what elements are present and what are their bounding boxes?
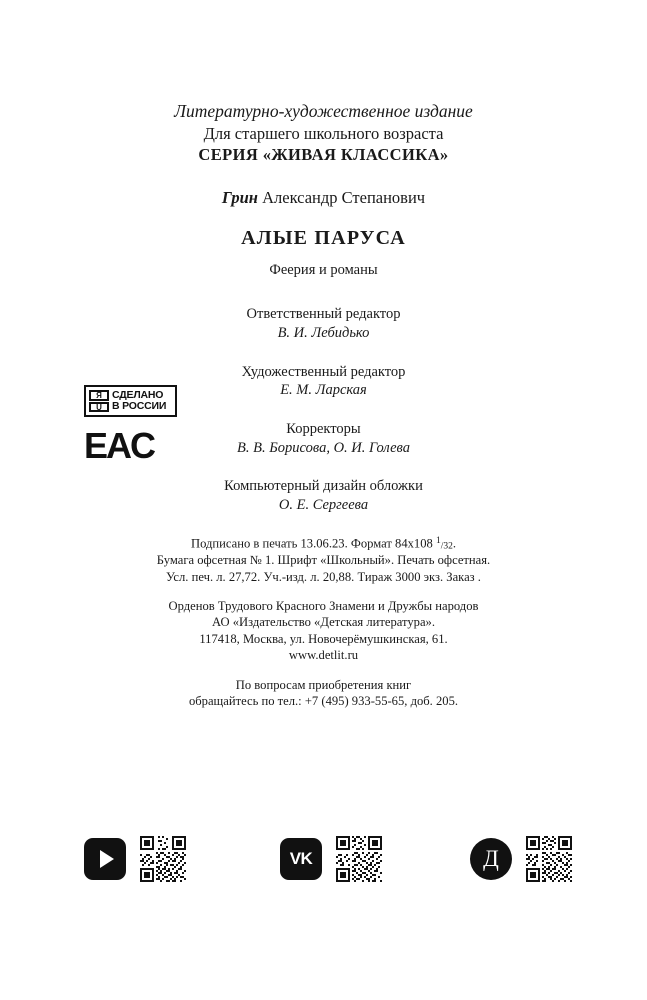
imprint-line-1-text: Подписано в печать 13.06.23. Формат 84х108 xyxy=(190,535,436,550)
play-triangle-icon xyxy=(100,850,114,868)
qr-code-vk[interactable] xyxy=(336,836,382,882)
vk-label: VK xyxy=(289,849,313,868)
credit-role: Компьютерный дизайн обложки xyxy=(224,477,423,494)
book-subtitle: Феерия и романы xyxy=(269,262,378,279)
credit-name: О. Е. Сергеева xyxy=(278,496,369,513)
author-surname: Грин xyxy=(221,187,258,207)
contact-line-1: По вопросам приобретения книг xyxy=(235,677,412,692)
imprint-line-1 xyxy=(0,535,647,553)
imprint-block xyxy=(0,535,647,585)
mark-letter-top: Я xyxy=(89,390,109,401)
credit-entry-1 xyxy=(0,305,647,343)
social-group-vk xyxy=(280,836,382,882)
eac-conformity-icon: ЕAC xyxy=(84,425,155,466)
russia-quality-mark-icon xyxy=(89,390,109,412)
credit-role: Корректоры xyxy=(286,421,361,438)
made-in-russia-text xyxy=(112,390,166,413)
contact-phone: обращайтесь по тел.: +7 (495) 933-55-65, доб. 205. xyxy=(188,693,459,708)
credit-name: В. В. Борисова, О. И. Голева xyxy=(237,440,410,457)
publisher-line-1: Орденов Трудового Красного Знамени и Дружбы народов xyxy=(168,599,479,614)
author-name xyxy=(0,187,647,208)
qr-code-detlit[interactable] xyxy=(526,836,572,882)
detlit-logo-letter: Д xyxy=(483,846,499,871)
made-in-russia-line-2: В РОССИИ xyxy=(112,400,167,412)
made-in-russia-badge xyxy=(84,385,177,417)
made-in-russia-line-1: СДЕЛАНО xyxy=(112,388,164,401)
social-group-detlit xyxy=(470,836,572,882)
format-fraction-denominator: /32 xyxy=(440,541,453,552)
detlit-logo-icon[interactable] xyxy=(470,838,512,880)
edition-type: Литературно-художественное издание xyxy=(174,101,473,121)
publisher-block xyxy=(0,598,647,663)
publisher-website[interactable]: www.detlit.ru xyxy=(288,648,359,663)
credit-role: Ответственный редактор xyxy=(246,305,401,322)
contact-block xyxy=(0,677,647,710)
mark-letter-bottom: U xyxy=(89,402,109,413)
credit-role: Художественный редактор xyxy=(241,363,406,380)
credit-name: В. И. Лебидько xyxy=(277,324,370,341)
credit-entry-4 xyxy=(0,477,647,515)
publisher-line-2: АО «Издательство «Детская литература». xyxy=(211,615,436,630)
series-name: СЕРИЯ «ЖИВАЯ КЛАССИКА» xyxy=(198,145,449,165)
publisher-address: 117418, Москва, ул. Новочерёмушкинская, 61. xyxy=(199,631,448,646)
imprint-line-2: Бумага офсетная № 1. Шрифт «Школьный». Печать офсетная. xyxy=(156,553,491,568)
credit-name: Е. М. Ларская xyxy=(280,382,367,399)
imprint-line-3: Усл. печ. л. 27,72. Уч.-изд. л. 20,88. Тираж 3000 экз. Заказ . xyxy=(166,569,481,584)
social-group-youtube xyxy=(84,836,186,882)
imprint-line-1-end: . xyxy=(452,535,457,550)
book-title: АЛЫЕ ПАРУСА xyxy=(241,227,406,250)
certification-badges xyxy=(84,385,194,464)
vk-icon[interactable] xyxy=(280,838,322,880)
youtube-icon[interactable] xyxy=(84,838,126,880)
qr-code-youtube[interactable] xyxy=(140,836,186,882)
author-given-names: Александр Степанович xyxy=(262,187,426,207)
social-links-row xyxy=(0,836,647,906)
format-fraction-numerator: 1 xyxy=(435,535,441,546)
audience: Для старшего школьного возраста xyxy=(203,123,444,143)
